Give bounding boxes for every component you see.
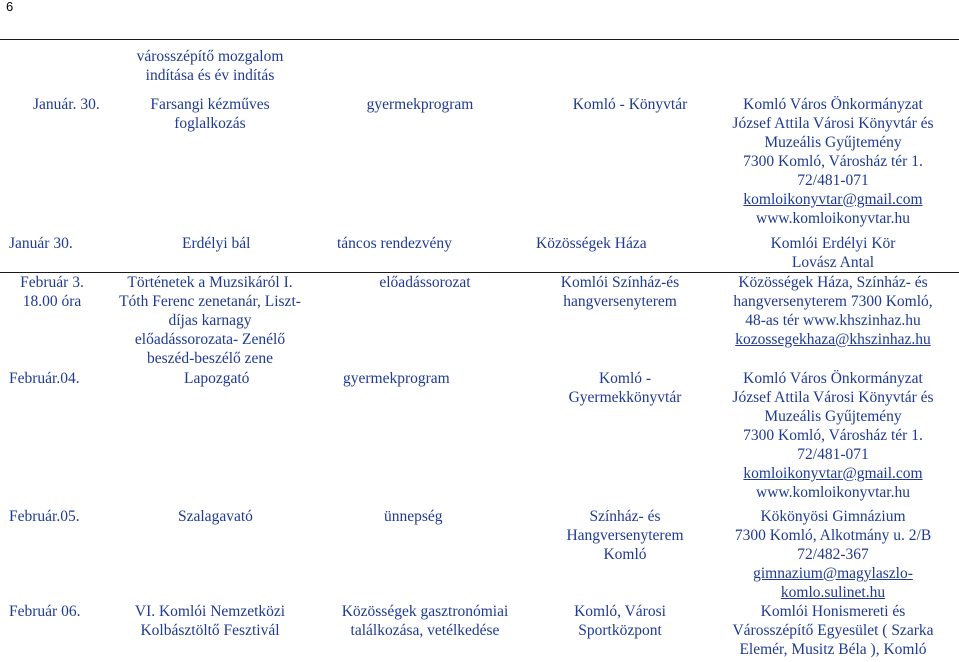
row-organizer [700,273,959,349]
web-text: www.komloikonyvtar.hu [756,484,910,501]
row-venue [535,602,705,640]
row-date: Február.04. [9,370,80,387]
organizer-line: 72/481-071 [797,172,869,189]
organizer-line: 7300 Komló, Városház tér 1. [743,427,923,444]
row-date-line: Február 3. [20,274,84,291]
organizer-line: 48-as tér www.khszinhaz.hu [745,312,921,329]
organizer-line: Közösségek Háza, Színház- és [738,274,928,291]
row-date: Február.05. [9,508,80,525]
organizer-line: Muzeális Gyűjtemény [764,134,902,151]
row-venue-line: Gyermekkönyvtár [568,389,682,406]
row-type: gyermekprogram [343,370,450,387]
row-venue-line: Komló, Városi [574,603,666,620]
row-title: Erdélyi bál [182,235,251,252]
row-type-line: Közösségek gasztronómiai [341,603,509,620]
organizer-line: Komlói Honismereti és [760,603,906,620]
row-organizer [700,234,959,272]
row-venue [535,273,705,311]
top-rule [0,39,959,40]
row-date-line: 18.00 óra [22,293,82,310]
row-venue [535,369,715,407]
row-venue: Közösségek Háza [536,235,647,252]
row-title-line: VI. Komlói Nemzetközi [134,603,286,620]
row-title-line: beszéd-beszélő zene [146,350,274,367]
organizer-line: József Attila Városi Könyvtár és [732,115,934,132]
organizer-line: Komló Város Önkormányzat [743,96,923,113]
email-link[interactable]: kozossegekhaza@khszinhaz.hu [735,331,931,348]
web-text: www.komloikonyvtar.hu [756,210,910,227]
organizer-line: 7300 Komló, Alkotmány u. 2/B [734,527,932,544]
row-date [12,273,92,311]
row-title-line: díjas karnagy [168,312,252,329]
row-venue-line: Komlói Színház-és [560,274,680,291]
organizer-line: Komlói Erdélyi Kör [770,235,896,252]
organizer-line: József Attila Városi Könyvtár és [732,389,934,406]
organizer-line: Muzeális Gyűjtemény [764,408,902,425]
row-date: Január. 30. [33,96,100,113]
row-venue-line: Sportközpont [578,622,662,639]
top-block-line: indítása és év indítás [145,67,275,84]
top-block [120,47,300,85]
email-link[interactable]: gimnazium@magylaszlo- [753,565,913,582]
organizer-line: Elemér, Musitz Béla ), Komló [739,641,927,658]
row-venue-line: hangversenyterem [563,293,677,310]
organizer-line: hangversenyterem 7300 Komló, [733,293,933,310]
row-title-line: Kolbásztöltő Fesztivál [140,622,280,639]
row-organizer [700,507,959,602]
row-type: táncos rendezvény [337,235,452,252]
row-organizer [700,369,959,502]
top-block-line: városszépítő mozgalom [136,48,284,65]
row-title-line: Tóth Ferenc zenetanár, Liszt- [119,293,301,310]
row-title [110,602,310,640]
row-title: Szalagavató [178,508,253,525]
page-number: 6 [6,0,14,14]
organizer-line: Lovász Antal [791,254,875,271]
row-date: Február 06. [9,603,81,620]
email-link[interactable]: komlo.sulinet.hu [780,584,886,601]
organizer-line: 72/482-367 [797,546,869,563]
row-type-line: találkozása, vetélkedése [350,622,500,639]
organizer-line: Kökönyösi Gimnázium [760,508,906,525]
row-organizer [700,95,959,228]
row-title [120,95,300,133]
row-organizer [700,602,959,659]
row-type: gyermekprogram [366,96,474,113]
row-venue-line: Színház- és [589,508,661,525]
row-venue-line: Hangversenyterem [566,527,684,544]
organizer-line: Komló Város Önkormányzat [743,370,923,387]
row-type: ünnepség [384,508,443,525]
row-title-line: Farsangi kézműves [150,96,270,113]
row-type [325,602,525,640]
row-venue: Komló - Könyvtár [572,96,688,113]
email-link[interactable]: komloikonyvtar@gmail.com [743,465,923,482]
row-title-line: Történetek a Muzsikáról I. [127,274,293,291]
organizer-line: 7300 Komló, Városház tér 1. [743,153,923,170]
row-type: előadássorozat [379,274,471,291]
row-date: Január 30. [9,235,73,252]
row-venue [535,507,715,564]
organizer-line: Városszépítő Egyesület ( Szarka [732,622,934,639]
row-venue-line: Komló [603,546,647,563]
row-title: Lapozgató [184,370,250,387]
organizer-line: 72/481-071 [797,446,869,463]
row-title-line: előadássorozata- Zenélő [134,331,286,348]
email-link[interactable]: komloikonyvtar@gmail.com [743,191,923,208]
row-title [110,273,310,368]
row-title-line: foglalkozás [174,115,246,132]
row-venue-line: Komló - [598,370,652,387]
